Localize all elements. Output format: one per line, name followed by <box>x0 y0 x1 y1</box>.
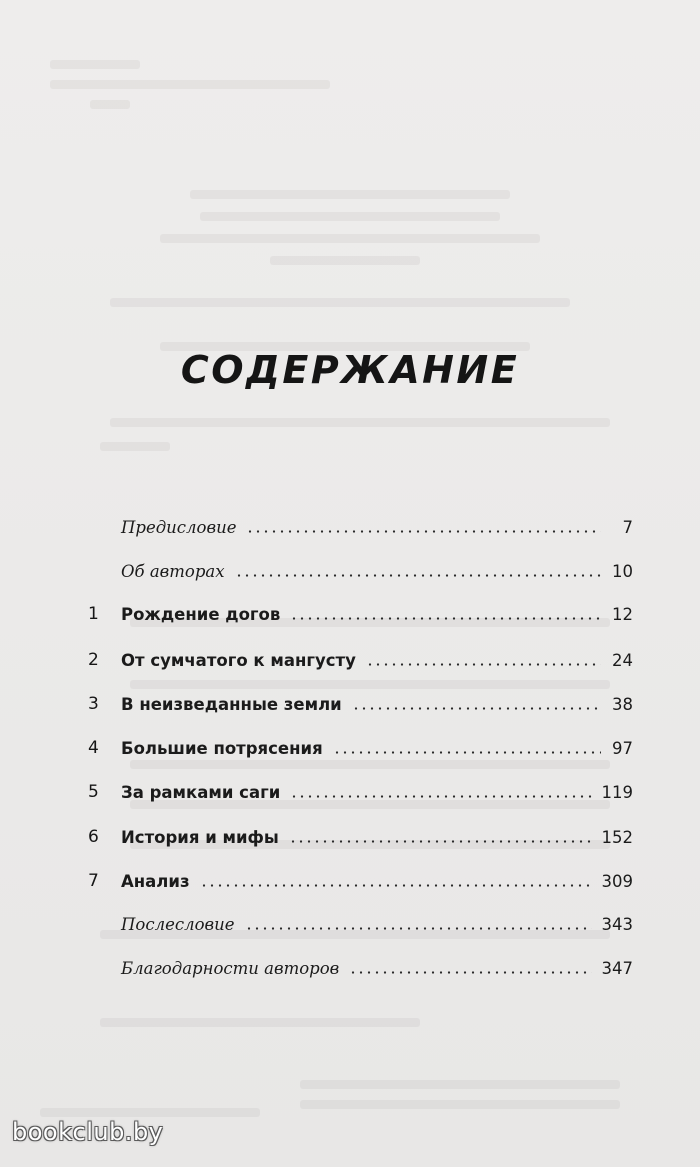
bleed-through-mark <box>100 442 170 451</box>
dot-leader <box>246 530 601 533</box>
toc-entry-title: За рамками саги <box>121 783 281 802</box>
toc-page-number: 38 <box>612 695 633 714</box>
bleed-through-mark <box>40 1108 260 1117</box>
toc-entry-chapter-1[interactable] <box>88 590 633 624</box>
dot-leader <box>366 663 601 666</box>
bleed-through-mark <box>300 1080 620 1089</box>
toc-page-number: 347 <box>601 959 633 978</box>
toc-entry-title: Предисловие <box>121 518 237 537</box>
toc-entry-chapter-5[interactable] <box>88 768 633 802</box>
toc-entry-chapter-7[interactable] <box>88 857 633 891</box>
toc-entry-title: От сумчатого к мангусту <box>121 651 356 670</box>
bleed-through-mark <box>160 234 540 243</box>
bleed-through-mark <box>110 418 610 427</box>
chapter-number: 5 <box>88 782 99 802</box>
toc-entry-chapter-6[interactable] <box>88 813 633 847</box>
dot-leader <box>333 751 601 754</box>
dot-leader <box>200 884 592 887</box>
toc-entry-afterword[interactable] <box>88 900 633 934</box>
toc-entry-title: Анализ <box>121 872 190 891</box>
chapter-number: 7 <box>88 871 99 891</box>
chapter-number: 4 <box>88 738 99 758</box>
toc-entry-title: Рождение догов <box>121 605 281 624</box>
bleed-through-mark <box>270 256 420 265</box>
toc-page-number: 12 <box>612 605 633 624</box>
page-title: СОДЕРЖАНИЕ <box>180 348 520 392</box>
toc-page-number: 119 <box>601 783 633 802</box>
bleed-through-mark <box>300 1100 620 1109</box>
bleed-through-mark <box>90 100 130 109</box>
toc-entry-title: Большие потрясения <box>121 739 323 758</box>
dot-leader <box>235 574 601 577</box>
chapter-number: 1 <box>88 604 99 624</box>
toc-entry-preface[interactable] <box>88 503 633 537</box>
bleed-through-mark <box>50 80 330 89</box>
toc-entry-title: В неизведанные земли <box>121 695 342 714</box>
toc-entry-chapter-2[interactable] <box>88 636 633 670</box>
chapter-number: 6 <box>88 827 99 847</box>
dot-leader <box>352 707 601 710</box>
bleed-through-mark <box>100 1018 420 1027</box>
site-watermark: bookclub.by <box>12 1118 164 1146</box>
dot-leader <box>290 795 591 798</box>
toc-entry-chapter-3[interactable] <box>88 680 633 714</box>
toc-page-number: 24 <box>612 651 633 670</box>
dot-leader <box>245 927 592 930</box>
bleed-through-mark <box>110 298 570 307</box>
dot-leader <box>289 840 592 843</box>
toc-entry-title: История и мифы <box>121 828 279 847</box>
toc-page-number: 10 <box>612 562 633 581</box>
toc-entry-title: Благодарности авторов <box>121 959 340 978</box>
dot-leader <box>349 971 591 974</box>
bleed-through-mark <box>200 212 500 221</box>
toc-page-number: 152 <box>601 828 633 847</box>
toc-page-number: 7 <box>622 518 633 537</box>
chapter-number: 3 <box>88 694 99 714</box>
toc-entry-title: Об авторах <box>121 562 225 581</box>
bleed-through-mark <box>50 60 140 69</box>
toc-page-number: 343 <box>601 915 633 934</box>
toc-entry-title: Послесловие <box>121 915 235 934</box>
toc-entry-acknowledgements[interactable] <box>88 944 633 978</box>
toc-entry-about-authors[interactable] <box>88 547 633 581</box>
chapter-number: 2 <box>88 650 99 670</box>
bleed-through-mark <box>190 190 510 199</box>
toc-page-number: 97 <box>612 739 633 758</box>
dot-leader <box>290 617 601 620</box>
toc-page-number: 309 <box>601 872 633 891</box>
toc-entry-chapter-4[interactable] <box>88 724 633 758</box>
